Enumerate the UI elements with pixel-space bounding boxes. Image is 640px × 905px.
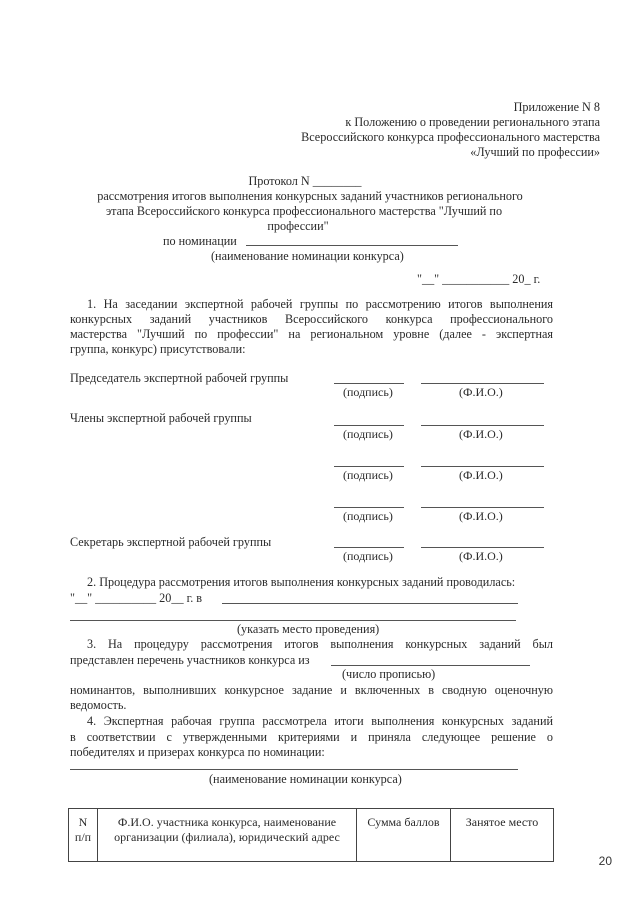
nomination-field-line [246,245,458,246]
col-number-header [69,809,98,862]
signature-line [334,466,404,467]
results-table [68,808,554,862]
section3-line: ведомость. [70,698,127,712]
name-line [421,425,544,426]
nomination-field-line [70,769,518,770]
protocol-title: Протокол N ________ [248,174,362,188]
name-caption: (Ф.И.О.) [459,427,503,441]
col-place-header [451,809,554,862]
name-line [421,466,544,467]
section3-line: представлен перечень участников конкурса из [70,653,310,667]
section3-line: 3. На процедуру рассмотрения итогов выполнения конкурсных заданий был [87,637,553,651]
section3-line: номинантов, выполнивших конкурсное задание и включенных в сводную оценочную [70,683,553,697]
signature-line [334,383,404,384]
section1-line: группа, конкурс) присутствовали: [70,342,246,356]
section4-line: в соответствии с утвержденными критериями и приняла следующее решение о [70,730,553,744]
count-field-line [331,665,530,666]
section2-line: 2. Процедура рассмотрения итогов выполнения конкурсных заданий проводилась: [87,575,516,589]
signature-line [334,547,404,548]
nomination-label: по номинации [163,234,237,248]
appendix-title: Приложение N 8 [513,100,600,114]
signature-caption: (подпись) [343,549,393,563]
col-participant-label: организации (филиала), юридический адрес [114,830,340,844]
name-caption: (Ф.И.О.) [459,549,503,563]
col-number-label: N [78,815,88,829]
venue-field-line [222,603,518,604]
protocol-subtitle: рассмотрения итогов выполнения конкурсных заданий участников регионального [97,189,523,203]
venue-field-line [70,620,516,621]
table-header-row [69,809,554,862]
signature-caption: (подпись) [343,509,393,523]
signature-line [334,425,404,426]
name-line [421,383,544,384]
venue-caption: (указать место проведения) [237,622,380,636]
appendix-line: «Лучший по профессии» [470,145,600,159]
signature-caption: (подпись) [343,427,393,441]
page-number: 20 [598,854,612,868]
chairman-label: Председатель экспертной рабочей группы [70,371,289,385]
name-caption: (Ф.И.О.) [459,509,503,523]
count-caption: (число прописью) [342,667,436,681]
col-participant-header [98,809,357,862]
name-line [421,507,544,508]
col-score-label: Сумма баллов [367,815,440,829]
secretary-label: Секретарь экспертной рабочей группы [70,535,272,549]
members-label: Члены экспертной рабочей группы [70,411,252,425]
name-caption: (Ф.И.О.) [459,468,503,482]
signature-line [334,507,404,508]
nomination-caption: (наименование номинации конкурса) [209,772,402,786]
section1-line: конкурсных заданий участников Всероссийского конкурса профессионального [70,312,553,326]
protocol-subtitle: профессии" [267,219,329,233]
name-caption: (Ф.И.О.) [459,385,503,399]
section2-date: "__" __________ 20__ г. в [70,591,203,605]
col-number-label: п/п [74,830,92,844]
protocol-date: "__" ___________ 20_ г. [417,272,541,286]
section4-line: 4. Экспертная рабочая группа рассмотрела итоги выполнения конкурсных заданий [87,714,553,728]
appendix-line: Всероссийского конкурса профессионального мастерства [301,130,600,144]
section4-line: победителях и призерах конкурса по номинации: [70,745,325,759]
section1-line: мастерства "Лучший по профессии" на региональном уровне (далее - экспертная [70,327,553,341]
col-score-header [357,809,451,862]
col-place-label: Занятое место [465,815,539,829]
signature-caption: (подпись) [343,468,393,482]
name-line [421,547,544,548]
appendix-line: к Положению о проведении регионального этапа [345,115,600,129]
protocol-subtitle: этапа Всероссийского конкурса профессионального мастерства "Лучший по [105,204,503,218]
section1-line: 1. На заседании экспертной рабочей группы по рассмотрению итогов выполнения [87,297,553,311]
nomination-caption: (наименование номинации конкурса) [211,249,404,263]
signature-caption: (подпись) [343,385,393,399]
col-participant-label: Ф.И.О. участника конкурса, наименование [117,815,337,829]
